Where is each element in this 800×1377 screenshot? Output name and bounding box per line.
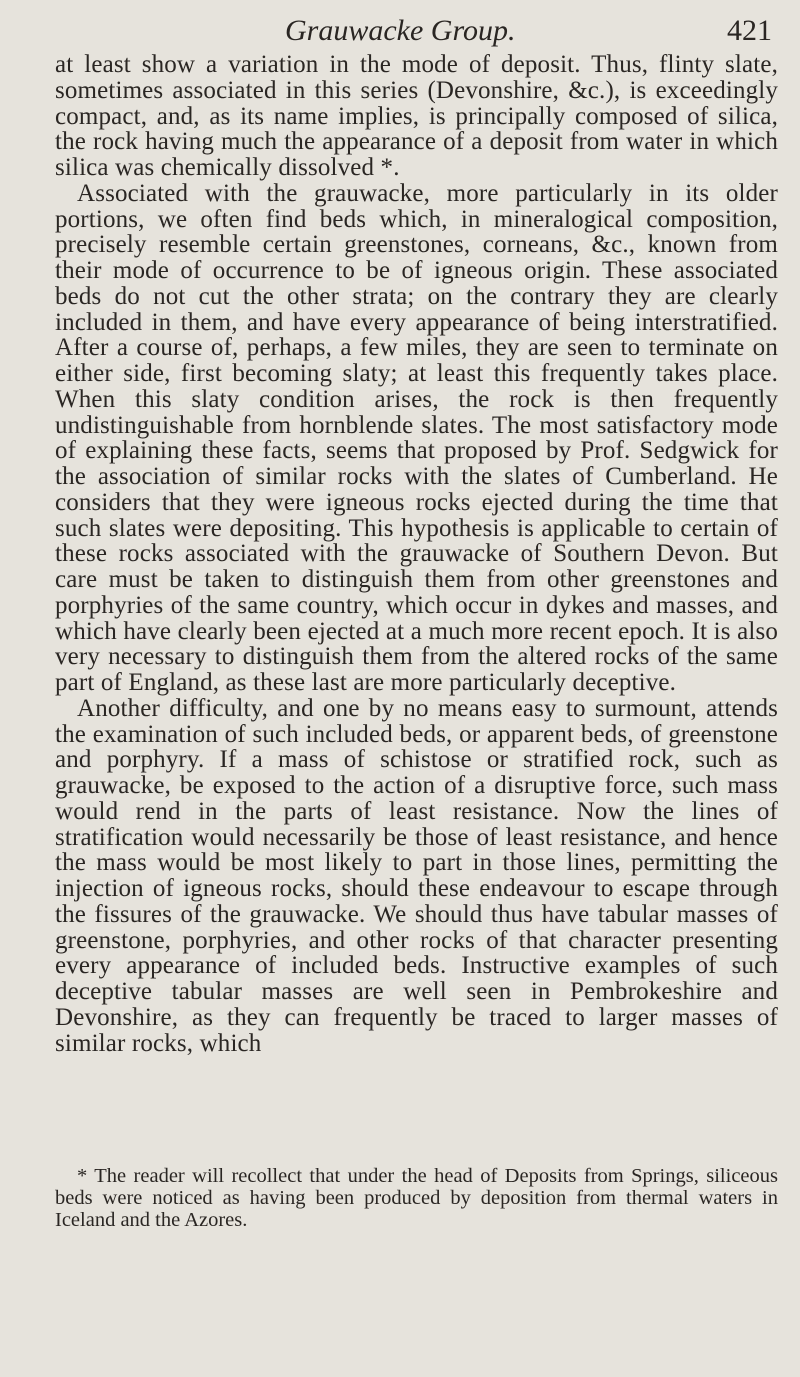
paragraph-3: Another difficulty, and one by no means easy to surmount, attends the examination of such included beds, or apparent beds, of greenstone and porphyry. If a mass of schistose or stratified rock, such as grauwacke, be exposed to the action of a disruptive force, such mass would rend in the parts of least resistance. Now the lines of stratification would necessarily be those of least resistance, and hence the mass would be most likely to part in those lines, permitting the injection of igneous rocks, should these endeavour to escape through the fissures of the grauwacke. We should thus have tabular masses of greenstone, porphyries, and other rocks of that character presenting every appearance of included beds. Instructive examples of such deceptive tabular masses are well seen in Pembrokeshire and Devonshire, as they can frequently be traced to larger masses of similar rocks, which xyxy=(55,694,778,1057)
page-number: 421 xyxy=(727,14,772,47)
running-title: Grauwacke Group. xyxy=(285,14,516,47)
footnote: * The reader will recollect that under the head of Deposits from Springs, siliceous beds were noticed as having been produced by deposition from thermal waters in Iceland and the Azores. xyxy=(55,1165,778,1231)
paragraph-2: Associated with the grauwacke, more particularly in its older portions, we often find beds which, in mineralogical composition, precisely resemble certain greenstones, corneans, &c., known from their mode of occurrence to be of igneous origin. These associated beds do not cut the other strata; on the contrary they are clearly included in them, and have every appearance of being interstratified. After a course of, perhaps, a few miles, they are seen to terminate on either side, first becoming slaty; at least this frequently takes place. When this slaty condition arises, the rock is then frequently undistinguishable from hornblende slates. The most satisfactory mode of explaining these facts, seems that proposed by Prof. Sedgwick for the association of similar rocks with the slates of Cumberland. He considers that they were igneous rocks ejected during the time that such slates were depositing. This hypothesis is applicable to certain of these rocks associated with the grauwacke of Southern Devon. But care must be taken to distinguish them from other greenstones and porphyries of the same country, which occur in dykes and masses, and which have clearly been ejected at a much more recent epoch. It is also very necessary to distinguish them from the altered rocks of the same part of England, as these last are more particularly deceptive. xyxy=(55,179,778,696)
running-head xyxy=(0,14,800,54)
paragraph-1: at least show a variation in the mode of deposit. Thus, flinty slate, sometimes associated in this series (Devonshire, &c.), is exceedingly compact, and, as its name implies, is principally composed of silica, the rock having much the appearance of a deposit from water in which silica was chemically dissolved *. xyxy=(55,51,778,181)
body-text xyxy=(55,52,778,1056)
